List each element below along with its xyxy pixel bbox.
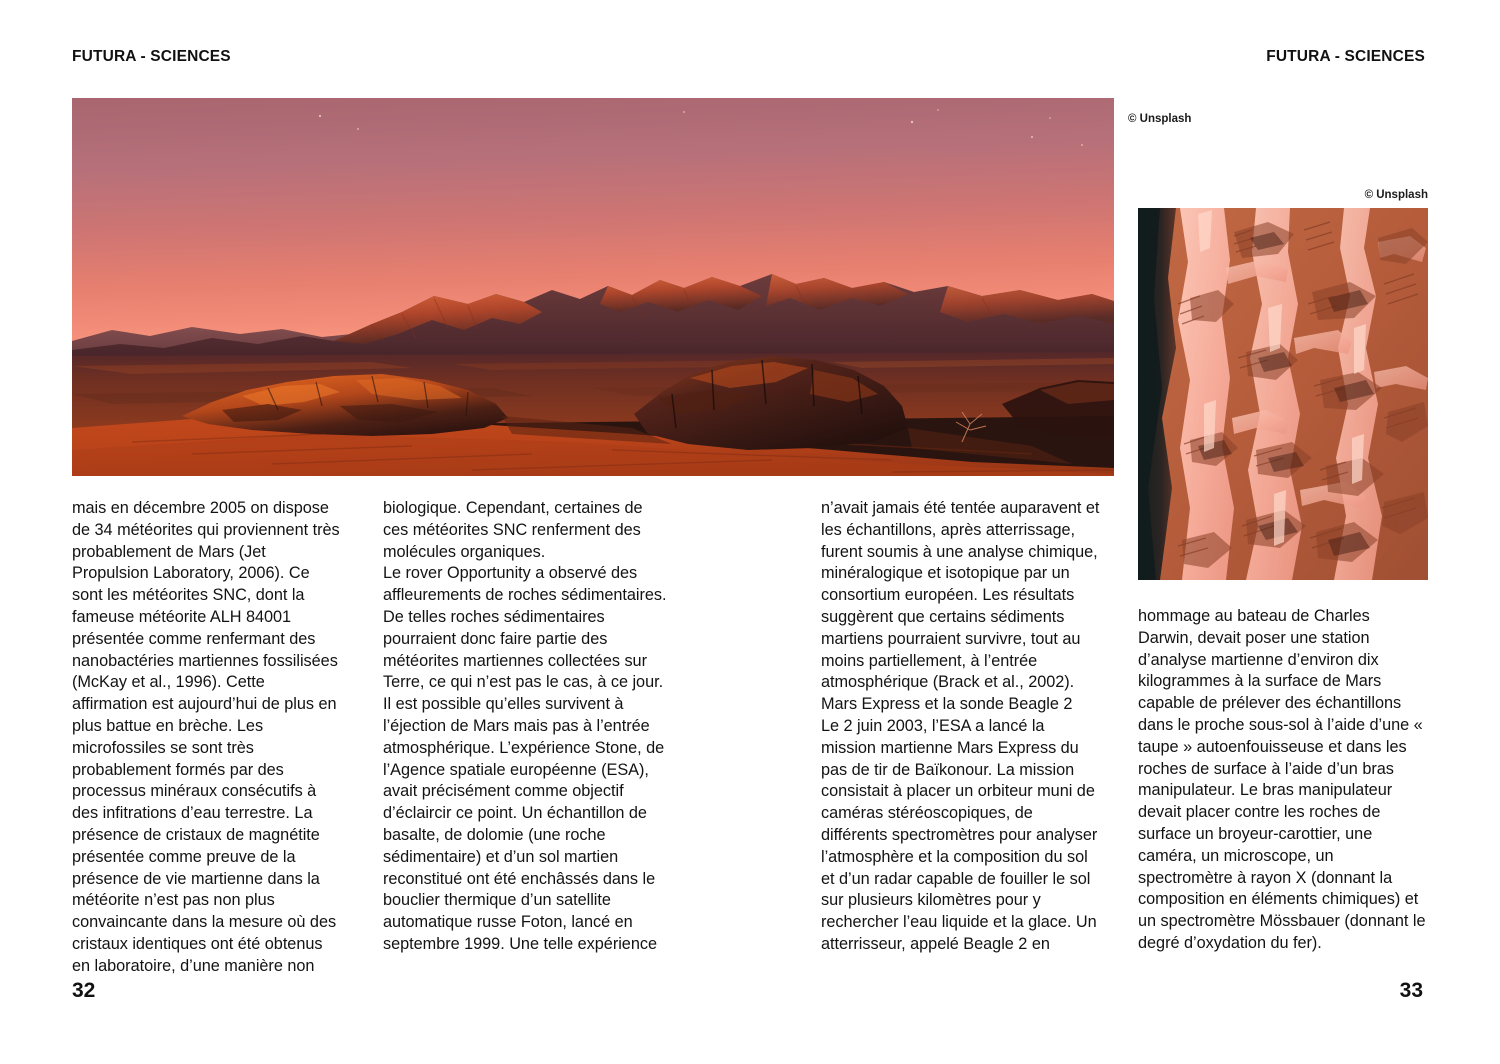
paragraph: Le 2 juin 2003, l’ESA a lancé la mission martienne Mars Express du pas de tir de Baïkonour. La mission consistait à placer un orbiteur muni de caméras stéréoscopiques, de différents spectromètres pour analyser l’atmosphère et la composition du sol et d’un radar capable de fouiller le sol sur plusieurs kilomètres pour y rechercher l’eau liquide et la glace. Un atterrisseur, appelé Beagle 2 en [821,716,1098,953]
body-column-3 [821,498,1101,956]
hero-image-credit: © Unsplash [1128,113,1192,125]
body-column-4 [1138,606,1428,955]
paragraph: hommage au bateau de Charles Darwin, devait poser une station d’analyse martienne d’environ dix kilogrammes à la surface de Mars capable de prélever des échantillons dans le proche sous-sol à l’aide d’une « taupe » autoenfouisseuse et dans les roches de surface à l’aide d’un bras manipulateur. Le bras manipulateur devait placer contre les roches de surface un broyeur-carottier, une caméra, un microscope, un spectromètre à rayon X (donnant la composition en éléments chimiques) et un spectromètre Mössbauer (donnant le degré d’oxydation du fer). [1138,607,1426,952]
page-number-left: 32 [72,979,96,1002]
body-column-1 [72,498,340,978]
subheading: Mars Express et la sonde Beagle 2 [821,695,1073,714]
paragraph: mais en décembre 2005 on dispose de 34 météorites qui proviennent très probablement de Mars (Jet Propulsion Laboratory, 2006). Ce sont les météorites SNC, dont la fameuse météorite ALH 84001 présentée comme renfermant des nanobactéries martiennes fossilisées (McKay et al., 1996). Cette affirmation est aujourd’hui de plus en plus battue en brèche. Les microfossiles se sont très probablement formés par des processus minéraux consécutifs à des infitrations d’eau terrestre. La présence de cristaux de magnétite présentée comme preuve de la présence de vie martienne dans la météorite n’est pas non plus convaincante dans la mesure où des cristaux identiques ont été obtenus en laboratoire, d’une manière non [72,499,340,975]
hero-image-mars-landscape [72,98,1114,476]
hero-image-artwork [72,98,1114,476]
inset-image-credit: © Unsplash [1364,189,1428,201]
paragraph: n’avait jamais été tentée auparavent et les échantillons, après atterrissage, furent soumis à une analyse chimique, minéralogique et isotopique par un consortium européen. Les résultats suggèrent que certains sédiments martiens pourraient survivre, tout au moins partiellement, à l’entrée atmosphérique (Brack et al., 2002). [821,499,1100,692]
body-column-2 [383,498,668,956]
running-head-right-page: FUTURA - SCIENCES [1266,48,1425,65]
paragraph: Le rover Opportunity a observé des affleurements de roches sédimentaires. De telles roches sédimentaires pourraient donc faire partie des météorites martiennes collectées sur Terre, ce qui n’est pas le cas, à ce jour. Il est possible qu’elles survivent à l’éjection de Mars mais pas à l’entrée atmosphérique. L’expérience Stone, de l’Agence spatiale européenne (ESA), avait précisément comme objectif d’éclaircir ce point. Un échantillon de basalte, de dolomie (une roche sédimentaire) et d’un sol martien reconstitué ont été enchâssés dans le bouclier thermique d’un satellite automatique russe Foton, lancé en septembre 1999. Une telle expérience [383,564,667,953]
inset-image-mars-dunes-aerial [1138,208,1428,580]
page-number-right: 33 [1399,979,1423,1002]
paragraph: biologique. Cependant, certaines de ces météorites SNC renferment des molécules organiques. [383,499,643,561]
running-head-left-page: FUTURA - SCIENCES [72,48,231,65]
inset-image-artwork [1138,208,1428,580]
